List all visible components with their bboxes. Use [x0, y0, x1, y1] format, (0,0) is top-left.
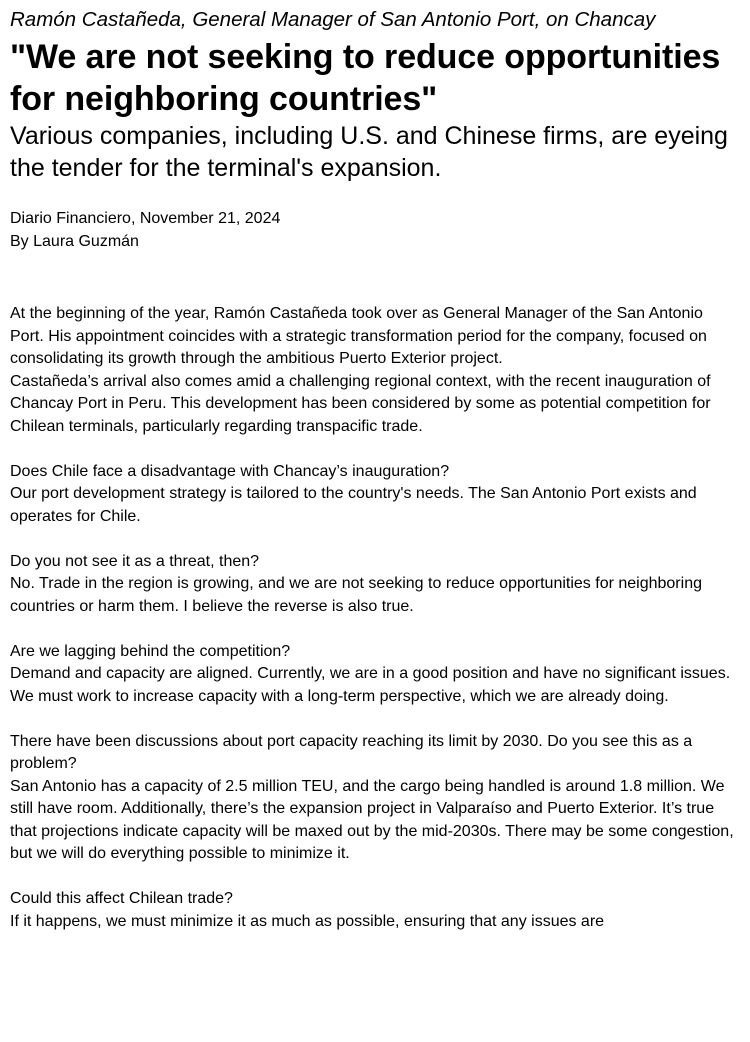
paragraph-gap: [10, 438, 740, 461]
interview-answer: San Antonio has a capacity of 2.5 million TEU, and the cargo being handled is around 1.8 million. We still have room. Additionally, there’s the expansion project in Valparaíso and Puerto Exterior. It’s true that projections indicate capacity will be maxed out by the mid-2030s. There may be some congestion, but we will do everything possible to minimize it.: [10, 777, 734, 862]
intro-paragraph: At the beginning of the year, Ramón Castañeda took over as General Manager of the San Antonio Port. His appointment coincides with a strategic transformation period for the company, focused on consolidating its growth through the ambitious Puerto Exterior project.: [10, 305, 707, 367]
intro-paragraph: Castañeda’s arrival also comes amid a challenging regional context, with the recent inauguration of Chancay Port in Peru. This development has been considered by some as potential competition for Chilean terminals, particularly regarding transpacific trade.: [10, 372, 711, 435]
article-meta: [10, 207, 750, 253]
interview-question: Does Chile face a disadvantage with Chancay’s inauguration?: [10, 462, 450, 480]
interview-question: Do you not see it as a threat, then?: [10, 552, 260, 570]
byline: By Laura Guzmán: [10, 233, 139, 250]
interview-question: There have been discussions about port capacity reaching its limit by 2030. Do you see this as a problem?: [10, 732, 693, 772]
paragraph-gap: [10, 708, 740, 731]
interview-answer: If it happens, we must minimize it as much as possible, ensuring that any issues are: [10, 912, 605, 930]
paragraph-gap: [10, 528, 740, 551]
article-kicker: Ramón Castañeda, General Manager of San Antonio Port, on Chancay: [10, 8, 656, 31]
interview-question: Are we lagging behind the competition?: [10, 642, 291, 660]
article-body: [10, 303, 740, 933]
article-headline: "We are not seeking to reduce opportunities for neighboring countries": [10, 38, 721, 118]
source-line: Diario Financiero, November 21, 2024: [10, 210, 281, 227]
interview-answer: Our port development strategy is tailored to the country's needs. The San Antonio Port exists and operates for Chile.: [10, 485, 697, 525]
article-deck: Various companies, including U.S. and Chinese firms, are eyeing the tender for the terminal's expansion.: [10, 122, 728, 182]
paragraph-gap: [10, 618, 740, 641]
paragraph-gap: [10, 866, 740, 889]
interview-question: Could this affect Chilean trade?: [10, 890, 233, 907]
interview-answer: Demand and capacity are aligned. Currently, we are in a good position and have no significant issues. We must work to increase capacity with a long-term perspective, which we are already doing.: [10, 665, 731, 705]
interview-answer: No. Trade in the region is growing, and we are not seeking to reduce opportunities for neighboring countries or harm them. I believe the reverse is also true.: [10, 575, 702, 615]
